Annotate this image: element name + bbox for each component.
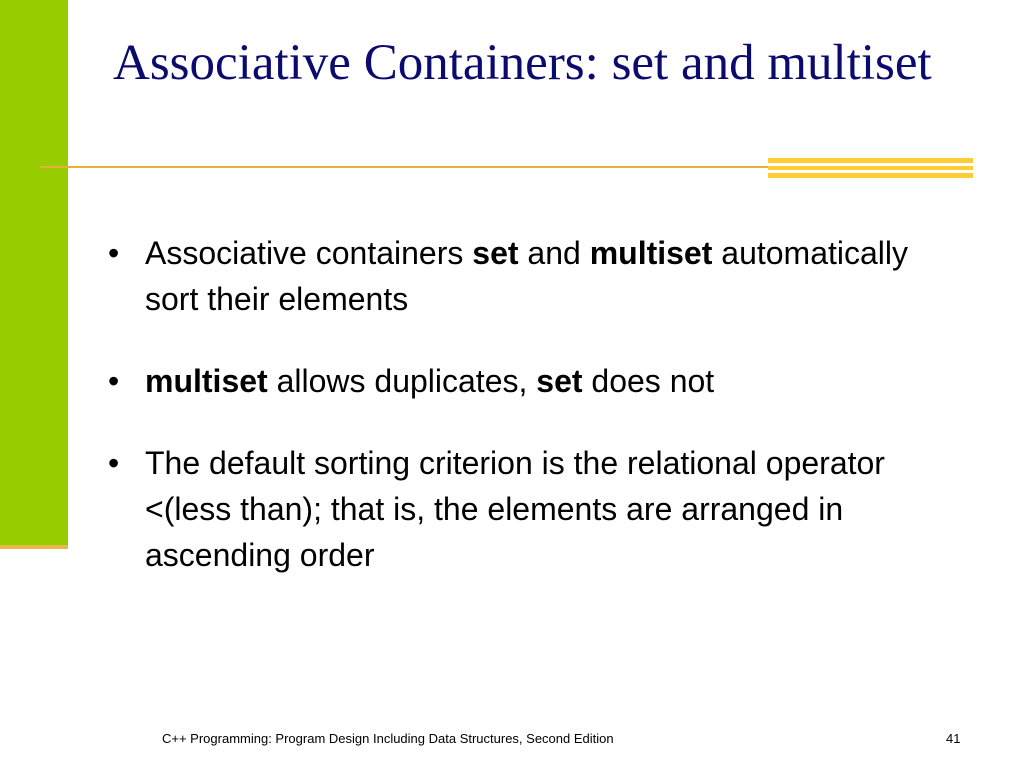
page-number: 41 [946, 731, 961, 746]
footer-text: C++ Programming: Program Design Including Data Structures, Second Edition [162, 731, 614, 746]
side-color-bar [0, 0, 68, 547]
bullet-item [108, 358, 908, 404]
bullet-keyword-multiset: multiset [145, 363, 268, 399]
bullet-mark: • [108, 235, 120, 271]
side-bar-edge [0, 545, 68, 549]
bullet-keyword-set: set [536, 363, 583, 399]
bullet-text [145, 235, 908, 317]
accent-stripe [768, 173, 973, 178]
bullet-text-segment: and [518, 235, 590, 271]
bullet-keyword-multiset: multiset [589, 235, 713, 271]
bullet-mark: • [108, 445, 120, 481]
bullet-text-segment: Associative containers [145, 235, 473, 271]
bullet-keyword-set: set [472, 235, 519, 271]
bullet-mark: • [108, 363, 120, 399]
bullet-text [145, 363, 714, 399]
bullet-item [108, 440, 908, 578]
bullet-item [108, 230, 908, 322]
accent-stripe [768, 158, 973, 163]
bullet-text [145, 445, 885, 573]
bullet-text-segment: The default sorting criterion is the relational operator <(less than); that is, the elements are arranged in ascending order [145, 445, 885, 573]
bullet-text-segment: does not [582, 363, 715, 399]
bullet-text-segment: automatically sort their elements [145, 235, 909, 317]
title-accent-stripes [768, 158, 973, 178]
title-underline-rule [40, 166, 770, 168]
bullet-text-segment: allows duplicates, [267, 363, 537, 399]
accent-stripe [768, 166, 973, 170]
slide-title: Associative Containers: set and multiset [113, 35, 932, 91]
bullet-list [108, 230, 908, 578]
